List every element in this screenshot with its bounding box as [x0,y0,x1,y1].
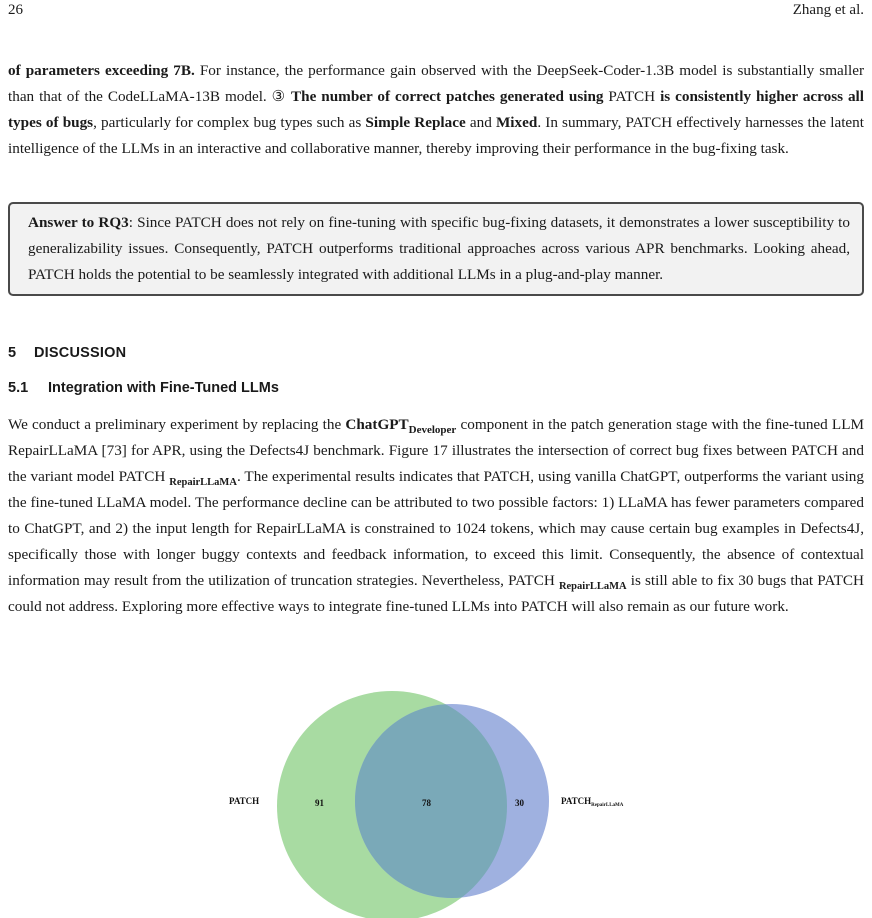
text-run: For instance, the performance gain observed with the DeepSeek-Coder-1.3B model is substantially smaller than that of the CodeLLaMA-13B model. [8,62,864,105]
venn-label-left: PATCH [229,796,260,806]
venn-label-right [561,796,624,808]
subscript: Developer [408,424,457,436]
venn-label-right-main: PATCH [561,796,592,806]
venn-count-overlap: 78 [422,798,431,808]
section-number: 5 [8,345,17,361]
running-authors: Zhang et al. [792,2,864,18]
bold-phrase: Mixed [495,114,538,131]
venn-count-right-only: 30 [515,798,524,808]
venn-label-right-sub: RepairLLaMA [591,803,624,808]
page-number: 26 [8,2,23,18]
text-run: and [465,114,496,131]
bold-phrase: The number of correct patches generated using [286,88,604,105]
subscript: RepairLLaMA [558,581,627,592]
bold-phrase: is consistently higher across all types of bugs [8,88,864,131]
bold-phrase: of parameters exceeding 7B. [8,62,195,79]
circled-number: ③ [271,88,287,105]
text-run: component in the patch generation stage with the fine-tuned LLM RepairLLaMA [73] for APR, using the Defects4J benchmark. Figure 17 illustrates the intersection of correct bug fixes between PATCH and the variant model PATCH [8,416,864,485]
text-run: , particularly for complex bug types such as [93,114,366,131]
text-run: . The experimental results indicates that PATCH, using vanilla ChatGPT, outperforms the variant using the fine-tuned LLaMA model. The performance decline can be attributed to two possible factors: 1) LLaMA has fewer parameters compared to ChatGPT, and 2) the input length for RepairLLaMA is constrained to 1024 tokens, which may cause certain bug examples in Defects4J, specifically those with longer buggy contexts and feedback information, to exceed this limit. Consequently, the absence of contextual information may result from the utilization of truncation strategies. Nevertheless, PATCH [8,468,864,589]
venn-count-left-only: 91 [315,798,324,808]
text-run: PATCH [603,88,661,105]
text-run: is still able to fix 30 bugs that PATCH could not address. Exploring more effective ways to integrate fine-tuned LLMs into PATCH will also remain as our future work. [8,572,864,615]
bold-phrase: Simple Replace [365,114,466,131]
text-run: We conduct a preliminary experiment by replacing the [8,416,346,433]
text-run: . In summary, PATCH effectively harnesses the latent intelligence of the LLMs in an interactive and collaborative manner, thereby improving their performance in the bug-fixing task. [8,114,864,157]
subsection-number: 5.1 [8,380,29,396]
bold-phrase: ChatGPT [345,416,409,433]
subsection-title: Integration with Fine-Tuned LLMs [48,380,279,396]
answer-text: : Since PATCH does not rely on fine-tuning with specific bug-fixing datasets, it demonstrates a lower susceptibility to generalizability issues. Consequently, PATCH outperforms traditional approaches across various APR benchmarks. Looking ahead, PATCH holds the potential to be seamlessly integrated with additional LLMs in a plug-and-play manner. [28,214,850,283]
answer-label: Answer to RQ3 [28,214,129,231]
subscript: RepairLLaMA [169,477,237,488]
section-title: DISCUSSION [34,345,127,361]
